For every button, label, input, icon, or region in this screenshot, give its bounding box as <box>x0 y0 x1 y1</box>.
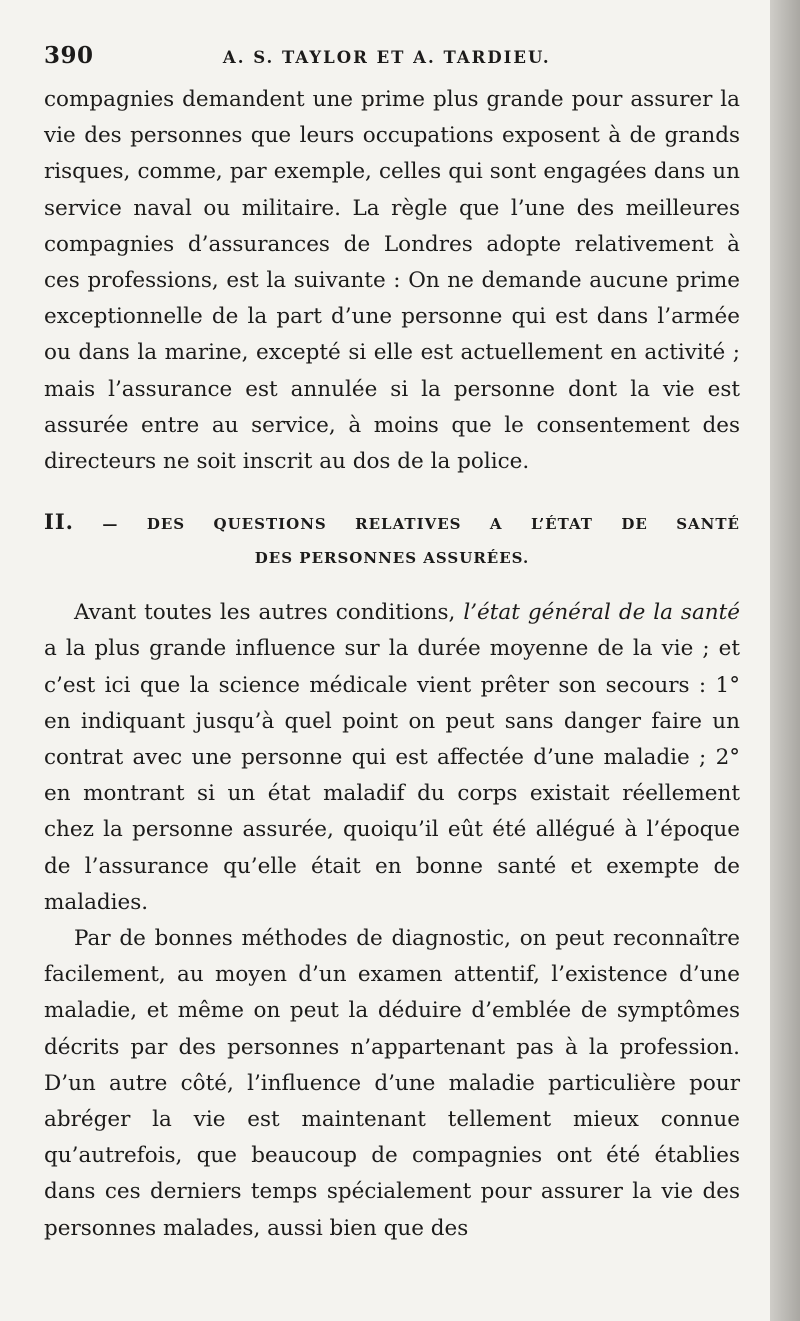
section-title-line-1: — DES QUESTIONS RELATIVES A L’ÉTAT DE SANTÉ <box>102 515 740 534</box>
paragraph-diagnosis: Par de bonnes méthodes de diagnostic, on peut reconnaître facilement, au moyen d’un examen attentif, l’existence d’une maladie, et même on peut la déduire d’emblée de symptômes décrits par des personnes n’appartenant pas à la profession. D’un autre côté, l’influence d’une maladie particulière pour abréger la vie est maintenant tellement mieux connue qu’autrefois, que beaucoup de compagnies ont été établies dans ces derniers temps spécialement pour assurer la vie des personnes malades, aussi bien que des <box>44 926 740 1241</box>
section-heading-line-1 <box>44 505 740 541</box>
paragraph-health-lead: Avant toutes les autres conditions, <box>74 600 464 626</box>
paragraph-health-rest: a la plus grande influence sur la durée moyenne de la vie ; et c’est ici que la science médicale vient prêter son secours : 1° en indiquant jusqu’à quel point on peut sans danger faire un contrat avec une personne qui est affectée d’une maladie ; 2° en montrant si un état maladif du corps existait réellement chez la personne assurée, quoiqu’il eût été allégué à l’époque de l’assurance qu’elle était en bonne santé et exempte de maladies. <box>44 636 740 915</box>
paragraph-health <box>44 595 740 921</box>
section-title-line-2: DES PERSONNES ASSURÉES. <box>254 549 530 568</box>
section-heading <box>44 505 740 575</box>
page-text <box>44 42 740 1247</box>
running-header <box>44 42 740 78</box>
intro-paragraph: compagnies demandent une prime plus grande pour assurer la vie des personnes que leurs occupations exposent à de grands risques, comme, par exemple, celles qui sont engagées dans un service naval ou militaire. La règle que l’une des meilleures compagnies d’assurances de Londres adopte relativement à ces professions, est la suivante : On ne demande aucune prime exceptionnelle de la part d’une personne qui est dans l’armée ou dans la marine, excepté si elle est actuellement en activité ; mais l’assurance est annulée si la personne dont la vie est assurée entre au service, à moins que le consentement des directeurs ne soit inscrit au dos de la police. <box>44 87 740 475</box>
header-authors: A. S. TAYLOR ET A. TARDIEU. <box>222 48 551 67</box>
page-edge-shadow <box>770 0 800 1321</box>
section-numeral: II. <box>44 509 74 535</box>
page-number: 390 <box>44 42 94 69</box>
paragraph-health-emphasis: l’état général de la santé <box>463 600 740 626</box>
